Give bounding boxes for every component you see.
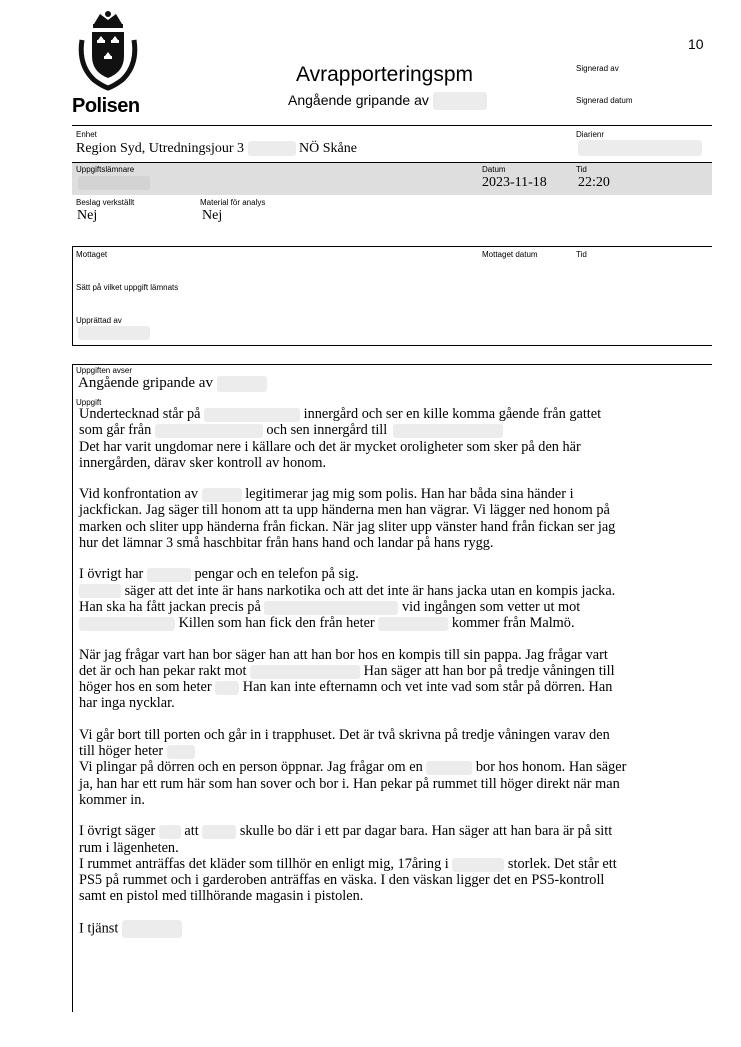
page-number: 10 [688, 36, 704, 52]
redacted-block [78, 176, 150, 190]
received-label: Mottaget [76, 250, 108, 259]
redacted-block [147, 568, 191, 582]
closing: I tjänst [79, 920, 709, 938]
redacted-block [217, 376, 267, 392]
text-line: När jag frågar vart han bor säger han att han bor hos en kompis till sin pappa. Jag frågar vart [79, 646, 608, 663]
received-time-label: Tid [576, 250, 587, 259]
text-line: samt en pistol med tillhörande magasin i pistolen. [79, 888, 364, 905]
date-label: Datum [482, 165, 506, 174]
text-line: I övrigt säger att skulle bo där i ett par dagar bara. Han säger att han bara är på sitt [79, 823, 613, 840]
redacted-block [155, 424, 263, 438]
document-subtitle: Angående gripande av [288, 92, 487, 110]
diary-number-label: Diarienr [576, 130, 605, 139]
redacted-block [79, 617, 175, 631]
redacted-block [250, 665, 360, 679]
text-line: PS5 på rummet och i garderoben anträffas en väska. I den väskan ligger det en PS5-kontroll [79, 872, 605, 889]
material-label: Material för analys [200, 198, 266, 207]
text-line: I övrigt har pengar och en telefon på sig. [79, 566, 359, 583]
text-line: rum i lägenheten. [79, 839, 179, 856]
informant-row [72, 163, 712, 195]
concerns-label: Uppgiften avser [76, 366, 133, 375]
signed-date-label: Signerad datum [576, 96, 633, 105]
divider [72, 364, 712, 365]
paragraph-2 [79, 486, 709, 551]
redacted-block [215, 681, 239, 695]
seizure-label: Beslag verkställt [76, 198, 135, 207]
text-line: säger att det inte är hans narkotika och att det inte är hans jacka utan en kompis jacka. [79, 583, 709, 599]
paragraph-4 [79, 647, 709, 712]
signed-by-label: Signerad av [576, 64, 619, 73]
police-logo [72, 10, 144, 117]
redacted-block [167, 745, 195, 759]
text-line: Undertecknad står på innergård och ser en kille komma gående från gattet [79, 406, 602, 422]
text-line: Vid konfrontation av legitimerar jag mig som polis. Han har båda sina händer i [79, 486, 574, 503]
redacted-block [78, 326, 150, 340]
text-line: höger hos en som heter Han kan inte efternamn och vet inte vad som står på dörren. Han [79, 679, 613, 696]
redacted-block [452, 858, 504, 872]
concerns-value: Angående gripande av [78, 375, 267, 392]
text-line: till höger heter [79, 743, 709, 759]
divider [72, 345, 712, 346]
redacted-block [248, 141, 296, 156]
text-line: har inga nycklar. [79, 695, 175, 712]
paragraph-1 [79, 406, 709, 471]
divider [72, 162, 712, 163]
redacted-block [202, 488, 242, 502]
text-line: innergården, därav sker kontroll av honom. [79, 454, 327, 471]
report-body [79, 406, 709, 953]
paragraph-5 [79, 727, 709, 808]
redacted-block [433, 92, 487, 110]
paragraph-3 [79, 566, 709, 631]
method-label: Sätt på vilket uppgift lämnats [76, 283, 179, 292]
text-line: Han ska ha fått jackan precis på vid ingången som vetter ut mot [79, 598, 581, 615]
time-value: 22:20 [578, 175, 610, 190]
redacted-block [264, 601, 398, 615]
redacted-block [122, 920, 182, 938]
text-line: Vi går bort till porten och går in i trapphuset. Det är två skrivna på tredje våningen varav den [79, 726, 610, 743]
redacted-block [426, 761, 472, 775]
border-left [72, 246, 73, 346]
text-line: ja, han har ett rum här som han sover och bor i. Han pekar på rummet till höger direkt när man [79, 775, 620, 792]
text-line: I rummet anträffas det kläder som tillhör en enligt mig, 17åring i storlek. Det står ett [79, 855, 617, 872]
redacted-block [79, 584, 121, 598]
text-line: Det har varit ungdomar nere i källare och det är mycket oroligheter som sker på den här [79, 438, 581, 455]
prepared-by-label: Upprättad av [76, 316, 122, 325]
unit-label: Enhet [76, 130, 97, 139]
informant-label: Uppgiftslämnare [76, 165, 135, 174]
report-label: Uppgift [76, 398, 102, 407]
text-line: som går från och sen innergård till [79, 422, 709, 438]
redacted-block [393, 424, 503, 438]
unit-value: Region Syd, Utredningsjour 3 NÖ Skåne [76, 141, 357, 156]
text-line: Killen som han fick den från heter kommer från Malmö. [79, 615, 709, 631]
border-left [72, 364, 73, 1012]
text-line: Vi plingar på dörren och en person öppnar. Jag frågar om en bor hos honom. Han säger [79, 759, 627, 776]
text-line: kommer in. [79, 791, 145, 808]
redacted-block [159, 825, 181, 839]
paragraph-6 [79, 823, 709, 904]
text-line: jackfickan. Jag säger till honom att ta upp händerna men han vägrar. Vi lägger ned honom på [79, 502, 610, 519]
material-value: Nej [202, 208, 223, 223]
date-value: 2023-11-18 [482, 175, 547, 190]
document-title: Avrapporteringspm [296, 63, 474, 86]
text-line: hur det lämnar 3 små haschbitar från hans hand och landar på hans rygg. [79, 535, 494, 552]
police-crest-icon [72, 10, 144, 92]
divider [72, 246, 712, 247]
redacted-block [204, 408, 300, 422]
seizure-value: Nej [77, 208, 98, 223]
redacted-block [378, 617, 448, 631]
redacted-block [202, 825, 236, 839]
time-label: Tid [576, 165, 587, 174]
logo-text: Polisen [72, 95, 140, 117]
redacted-block [578, 140, 702, 156]
text-line: det är och han pekar rakt mot Han säger att han bor på tredje våningen till [79, 662, 615, 679]
received-date-label: Mottaget datum [482, 250, 538, 259]
divider [72, 125, 712, 126]
text-line: marken och sliter upp händerna från fickan. När jag sliter upp vänster hand från fickan ser jag [79, 518, 616, 535]
